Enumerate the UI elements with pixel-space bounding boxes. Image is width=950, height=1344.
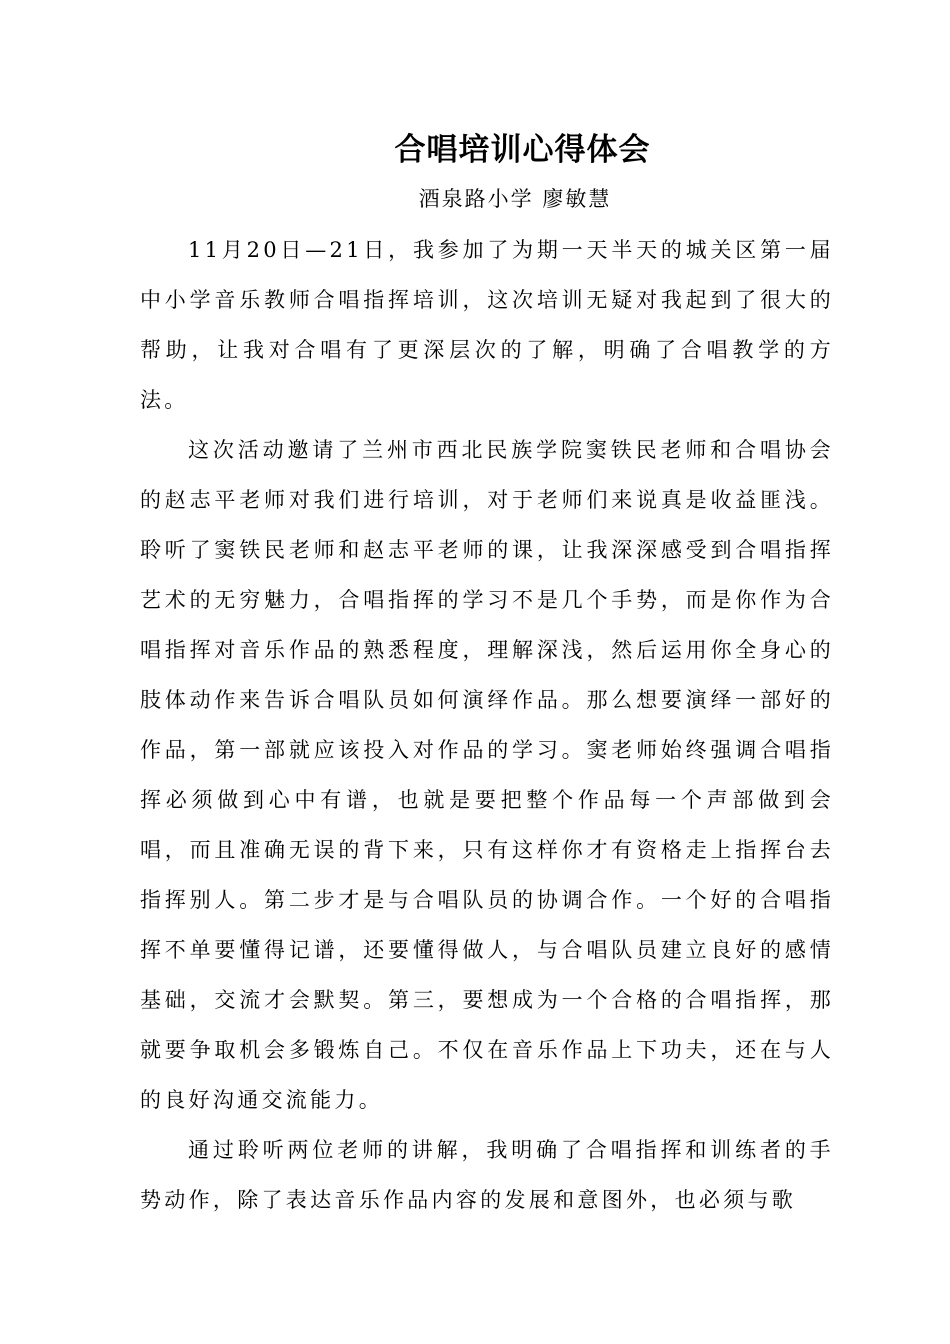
- paragraph-3: 通过聆听两位老师的讲解，我明确了合唱指挥和训练者的手势动作，除了表达音乐作品内容的发展和意图外，也必须与歌: [140, 1138, 834, 1212]
- document-title: 合唱培训心得体会: [394, 132, 651, 168]
- paragraph-1: 11月20日—21日，我参加了为期一天半天的城关区第一届中小学音乐教师合唱指挥培训，这次培训无疑对我起到了很大的帮助，让我对合唱有了更深层次的了解，明确了合唱教学的方法。: [140, 238, 834, 412]
- paragraph-2: 这次活动邀请了兰州市西北民族学院窦铁民老师和合唱协会的赵志平老师对我们进行培训，对于老师们来说真是收益匪浅。聆听了窦铁民老师和赵志平老师的课，让我深深感受到合唱指挥艺术的无穷魅力，合唱指挥的学习不是几个手势，而是你作为合唱指挥对音乐作品的熟悉程度，理解深浅，然后运用你全身心的肢体动作来告诉合唱队员如何演绎作品。那么想要演绎一部好的作品，第一部就应该投入对作品的学习。窦老师始终强调合唱指挥必须做到心中有谱，也就是要把整个作品每一个声部做到会唱，而且准确无误的背下来，只有这样你才有资格走上指挥台去指挥别人。第二步才是与合唱队员的协调合作。一个好的合唱指挥不单要懂得记谱，还要懂得做人，与合唱队员建立良好的感情基础，交流才会默契。第三，要想成为一个合格的合唱指挥，那就要争取机会多锻炼自己。不仅在音乐作品上下功夫，还在与人的良好沟通交流能力。: [140, 438, 834, 1112]
- document-body: [140, 225, 834, 1225]
- author-line: 酒泉路小学 廖敏慧: [418, 187, 612, 211]
